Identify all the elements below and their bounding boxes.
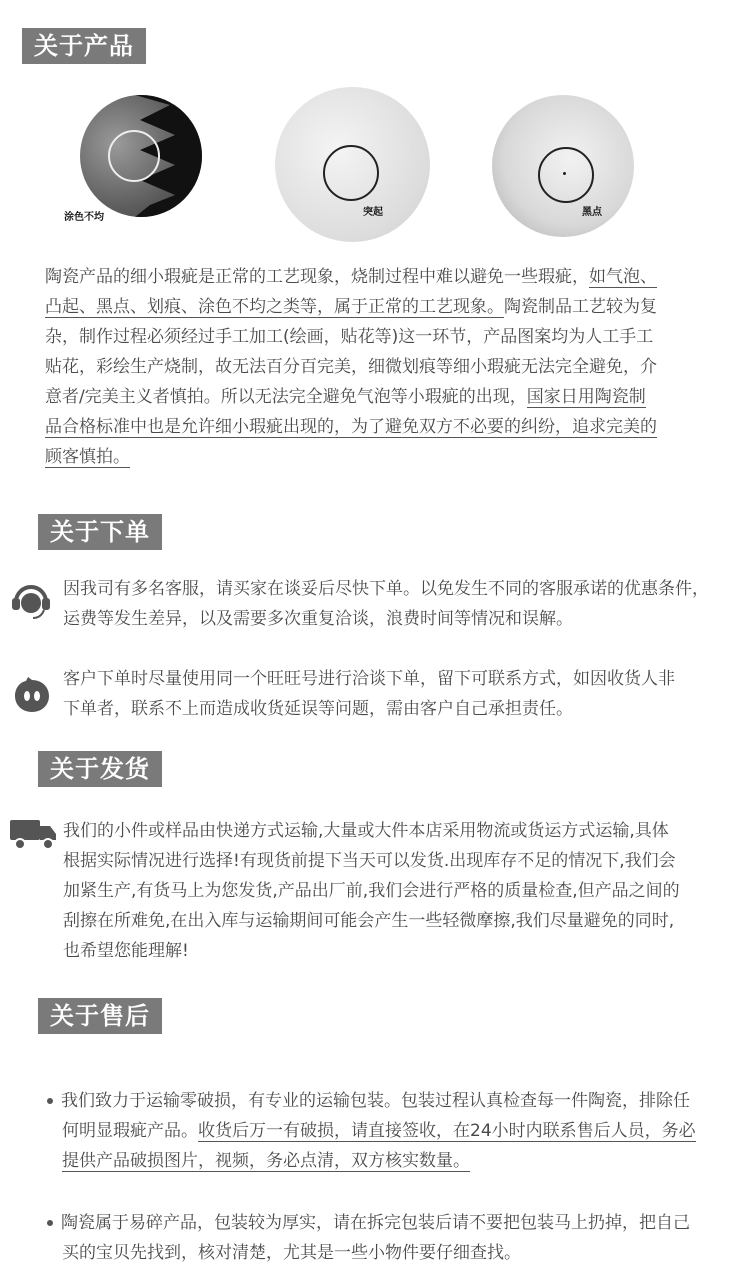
aftersale-item-1	[47, 1086, 737, 1176]
text-line: 陶瓷产品的细小瑕疵是正常的工艺现象，烧制过程中难以避免一些瑕疵，如气泡、	[45, 267, 657, 287]
section-title-product: 关于产品	[22, 28, 146, 64]
photo-label-uneven: 涂色不均	[62, 208, 106, 223]
photo-label-bump: 突起	[363, 207, 383, 218]
text-line: 我们的小件或样品由快递方式运输,大量或大件本店采用物流或货运方式运输,具体	[63, 821, 669, 841]
bullet-dot	[47, 1098, 53, 1104]
customer-service-icon	[8, 580, 54, 620]
chat-bubble-icon	[12, 676, 52, 716]
text-line: 贴花，彩绘生产烧制，故无法百分百完美，细微划痕等细小瑕疵无法完全避免，介	[45, 357, 657, 377]
text-line: 也希望您能理解!	[63, 941, 189, 961]
text-line: 加紧生产,有货马上为您发货,产品出厂前,我们会进行严格的质量检查,但产品之间的	[63, 881, 680, 901]
product-description	[45, 262, 725, 472]
text-line: 凸起、黑点、划痕、涂色不均之类等，属于正常的工艺现象。陶瓷制品工艺较为复	[45, 297, 657, 317]
text-line: 刮擦在所难免,在出入库与运输期间可能会产生一些轻微摩擦,我们尽量避免的同时,	[63, 911, 675, 931]
text-line: 买的宝贝先找到，核对清楚，尤其是一些小物件要仔细查找。	[62, 1243, 521, 1263]
text-line: 品合格标准中也是允许细小瑕疵出现的，为了避免双方不必要的纠纷，追求完美的	[45, 417, 657, 437]
text-line: 根据实际情况进行选择!有现货前提下当天可以发货.出现库存不足的情况下,我们会	[63, 851, 676, 871]
bump-photo	[275, 87, 430, 242]
text-line: 客户下单时尽量使用同一个旺旺号进行洽谈下单，留下可联系方式，如因收货人非	[63, 669, 675, 689]
text-line: 意者/完美主义者慎拍。所以无法完全避免气泡等小瑕疵的出现，国家日用陶瓷制	[45, 387, 646, 407]
aftersale-item-2	[47, 1208, 737, 1268]
text-line: 提供产品破损图片，视频，务必点清，双方核实数量。	[62, 1151, 470, 1171]
section-title-order: 关于下单	[38, 514, 162, 550]
text-line: 杂，制作过程必须经过手工加工(绘画，贴花等)这一环节，产品图案均为人工手工	[45, 327, 654, 347]
section-title-shipping: 关于发货	[38, 751, 162, 787]
text-line: 因我司有多名客服，请买家在谈妥后尽快下单。以免发生不同的客服承诺的优惠条件，	[63, 579, 709, 599]
order-paragraph-1	[63, 574, 743, 634]
delivery-truck-icon	[8, 816, 58, 852]
text-line: 何明显瑕疵产品。收货后万一有破损，请直接签收，在24小时内联系售后人员，务必	[62, 1121, 696, 1141]
uneven-paint-photo	[80, 95, 202, 217]
black-dot-photo	[492, 95, 634, 237]
photo-label-black-dot: 黑点	[582, 207, 602, 218]
shipping-description	[63, 816, 743, 966]
bullet-dot	[47, 1220, 53, 1226]
text-line: 我们致力于运输零破损，有专业的运输包装。包装过程认真检查每一件陶瓷，排除任	[47, 1086, 737, 1116]
section-title-aftersale: 关于售后	[38, 998, 162, 1034]
text-line: 顾客慎拍。	[45, 447, 130, 467]
text-line: 下单者，联系不上而造成收货延误等问题，需由客户自己承担责任。	[63, 699, 573, 719]
order-paragraph-2	[63, 664, 743, 724]
text-line: 陶瓷属于易碎产品，包装较为厚实，请在拆完包装后请不要把包装马上扔掉，把自己	[47, 1208, 737, 1238]
text-line: 运费等发生差异，以及需要多次重复洽谈，浪费时间等情况和误解。	[63, 609, 573, 629]
